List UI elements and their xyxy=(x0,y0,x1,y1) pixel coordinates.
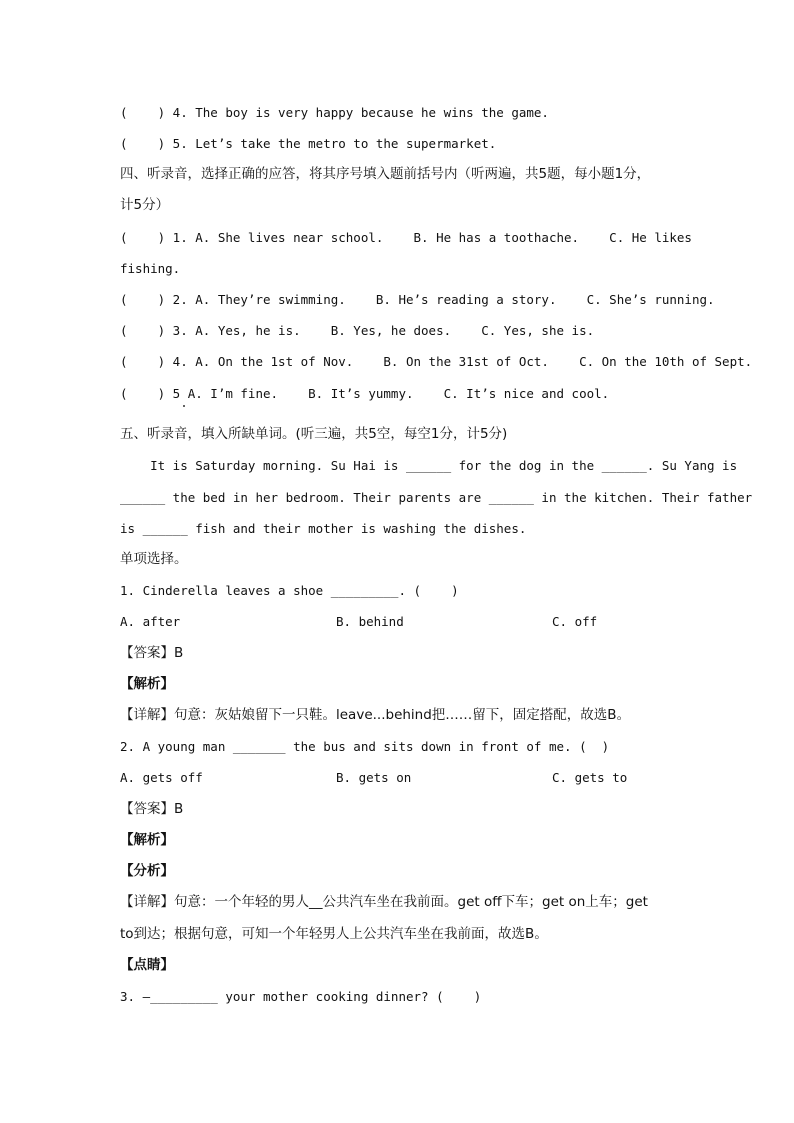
section-four-heading: 四、听录音，选择正确的应答，将其序号填入题前括号内（听两遍，共5题，每小题1分， xyxy=(120,166,651,182)
question-1: 1. Cinderella leaves a shoe _________. ( ) xyxy=(120,583,459,598)
q1-explanation: 【详解】句意：灰姑娘留下一只鞋。leave...behind把……留下，固定搭配，故选B。 xyxy=(120,707,631,723)
response-item-2: ( ) 2. A. They’re swimming. B. He’s reading a story. C. She’s running. xyxy=(120,292,715,307)
section-five-heading: 五、听录音，填入所缺单词。(听三遍，共5空，每空1分，计5分) xyxy=(120,426,508,442)
passage-line-2: ______ the bed in her bedroom. Their parents are ______ in the kitchen. Their father xyxy=(120,490,753,505)
response-item-1: ( ) 1. A. She lives near school. B. He has a toothache. C. He likes xyxy=(120,230,692,245)
q2-option-c: C. gets to xyxy=(552,770,628,785)
q2-explanation: 【详解】句意：一个年轻的男人__公共汽车坐在我前面。get off下车；get on上车；get xyxy=(120,894,648,910)
question-2: 2. A young man _______ the bus and sits down in front of me. ( ) xyxy=(120,739,610,754)
listening-item-5: ( ) 5. Let’s take the metro to the supermarket. xyxy=(120,136,497,151)
question-3: 3. —_________ your mother cooking dinner? ( ) xyxy=(120,989,482,1004)
q1-option-c: C. off xyxy=(552,614,598,629)
passage-line-1: It is Saturday morning. Su Hai is ______ for the dog in the ______. Su Yang is xyxy=(120,458,738,473)
q1-analysis-label: 【解析】 xyxy=(120,676,174,692)
listening-item-4: ( ) 4. The boy is very happy because he wins the game. xyxy=(120,105,549,120)
q2-option-a: A. gets off xyxy=(120,770,203,785)
q1-option-a: A. after xyxy=(120,614,181,629)
q2-explanation-cont: to到达；根据句意，可知一个年轻男人上公共汽车坐在我前面，故选B。 xyxy=(120,926,548,942)
response-item-1-cont: fishing. xyxy=(120,261,181,276)
response-item-3: ( ) 3. A. Yes, he is. B. Yes, he does. C. Yes, she is. xyxy=(120,323,595,338)
stray-mark xyxy=(183,405,185,407)
response-item-5: ( ) 5 A. I’m fine. B. It’s yummy. C. It’s nice and cool. xyxy=(120,386,610,401)
section-four-heading-cont: 计5分） xyxy=(120,197,170,213)
passage-line-3: is ______ fish and their mother is washing the dishes. xyxy=(120,521,527,536)
q2-tip-label: 【点睛】 xyxy=(120,957,174,973)
q1-option-b: B. behind xyxy=(336,614,404,629)
q2-option-b: B. gets on xyxy=(336,770,412,785)
q2-answer: 【答案】B xyxy=(120,801,184,817)
q1-answer: 【答案】B xyxy=(120,645,184,661)
response-item-4: ( ) 4. A. On the 1st of Nov. B. On the 31st of Oct. C. On the 10th of Sept. xyxy=(120,354,753,369)
q2-breakdown-label: 【分析】 xyxy=(120,863,174,879)
q2-analysis-label: 【解析】 xyxy=(120,832,174,848)
single-choice-heading: 单项选择。 xyxy=(120,551,188,567)
